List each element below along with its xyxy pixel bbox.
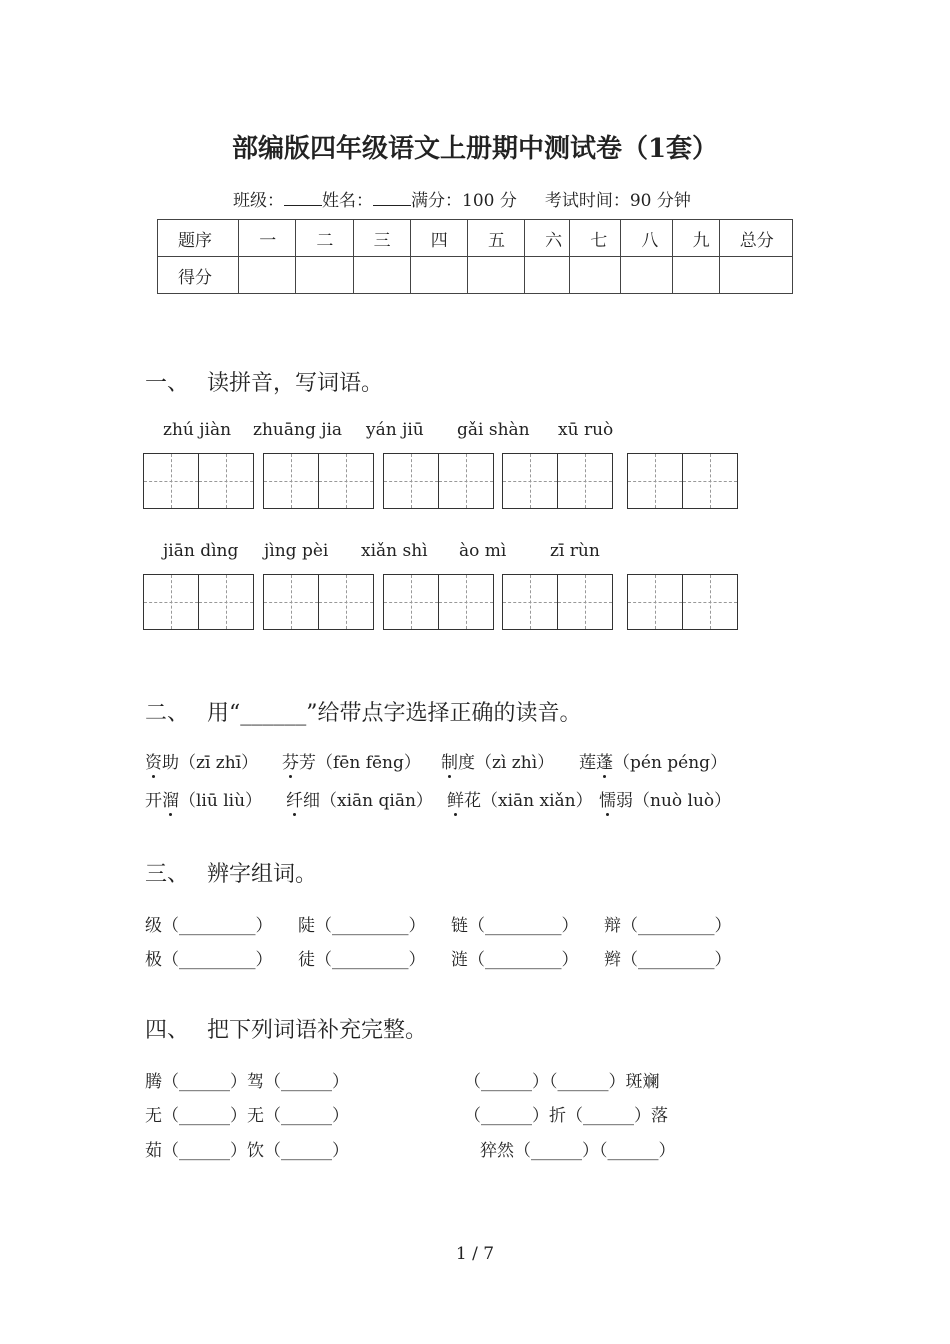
section-3-heading [145,857,317,888]
grid-cell[interactable] [503,454,558,508]
writing-grid[interactable] [383,574,494,630]
word-blank[interactable]: 陡（_________） [298,916,426,936]
score-cell[interactable] [719,257,792,294]
word-blank[interactable]: 辩（_________） [604,916,732,936]
word-blank[interactable]: 链（_________） [451,916,579,936]
section-title: 辨字组词。 [207,862,318,887]
item-text: （pén péng） [613,753,728,773]
grid-cell[interactable] [384,454,439,508]
section-number: 二、 [145,701,190,726]
word-blank[interactable]: 徒（_________） [298,950,426,970]
table-row [158,257,793,294]
section-title: 把下列词语补充完整。 [207,1018,428,1043]
table-cell: 八 [621,220,672,257]
grid-cell[interactable] [199,575,253,629]
score-table [157,219,793,294]
pinyin: zī rùn [550,541,600,561]
pinyin: zhuāng jia [253,420,343,440]
item-text: 开 [145,791,162,811]
score-cell[interactable] [672,257,719,294]
pinyin: jìng pèi [264,541,329,561]
writing-grid[interactable] [263,453,374,509]
item-text: 弱（nuò luò） [616,791,732,811]
dotted-char: 懦 [599,786,616,811]
section-title: 读拼音，写词语。 [207,371,384,396]
grid-cell[interactable] [264,575,319,629]
grid-cell[interactable] [628,454,683,508]
grid-cell[interactable] [319,454,373,508]
table-cell: 三 [353,220,410,257]
name-blank[interactable] [373,187,411,206]
pronunciation-item[interactable] [579,748,727,773]
idiom-blank[interactable]: 无（______）无（______） [145,1106,349,1126]
grid-cell[interactable] [144,575,199,629]
item-text: 芳（fēn fēng） [299,753,421,773]
table-cell: 题序 [158,220,239,257]
score-cell[interactable] [296,257,353,294]
class-label: 班级： [233,191,284,211]
pronunciation-item[interactable] [286,786,433,811]
grid-cell[interactable] [558,454,612,508]
score-cell[interactable] [467,257,524,294]
pinyin: xiǎn shì [361,541,428,561]
item-text: 助（zī zhī） [162,753,259,773]
idiom-blank[interactable]: （______）（______）斑斓 [464,1072,660,1092]
table-cell: 六 [525,220,570,257]
idiom-blank[interactable]: （______）折（______）落 [464,1106,668,1126]
grid-cell[interactable] [683,454,737,508]
word-blank[interactable]: 级（_________） [145,916,273,936]
writing-grid[interactable] [263,574,374,630]
table-row [158,220,793,257]
grid-cell[interactable] [144,454,199,508]
grid-cell[interactable] [199,454,253,508]
table-cell: 一 [239,220,296,257]
full-score: 满分：100 分 [411,191,517,211]
pronunciation-item[interactable] [599,786,731,811]
writing-grid[interactable] [502,453,613,509]
table-cell: 九 [672,220,719,257]
grid-cell[interactable] [628,575,683,629]
dotted-char: 制 [441,748,458,773]
writing-grid[interactable] [502,574,613,630]
idiom-blank[interactable]: 猝然（______）（______） [480,1141,676,1161]
grid-cell[interactable] [264,454,319,508]
dotted-char: 溜 [162,786,179,811]
exam-info [233,186,691,211]
grid-cell[interactable] [503,575,558,629]
pinyin: jiān dìng [163,541,239,561]
page-title: 部编版四年级语文上册期中测试卷（1套） [231,134,719,164]
score-cell[interactable] [525,257,570,294]
item-text: 莲 [579,753,596,773]
pronunciation-item[interactable] [282,748,421,773]
section-title: 用“______”给带点字选择正确的读音。 [207,701,582,726]
pronunciation-item[interactable] [441,748,554,773]
word-blank[interactable]: 涟（_________） [451,950,579,970]
table-cell: 四 [410,220,467,257]
pronunciation-item[interactable] [145,748,258,773]
grid-cell[interactable] [439,454,493,508]
pinyin: gǎi shàn [457,420,530,440]
section-2-heading [145,696,582,727]
score-cell[interactable] [410,257,467,294]
score-cell[interactable] [239,257,296,294]
writing-grid[interactable] [383,453,494,509]
item-text: 度（zì zhì） [458,753,555,773]
word-blank[interactable]: 辫（_________） [604,950,732,970]
section-number: 三、 [145,862,190,887]
pronunciation-item[interactable] [447,786,593,811]
pinyin: yán jiū [366,420,424,440]
pinyin: xū ruò [558,420,614,440]
section-1-heading [145,366,383,397]
writing-grid[interactable] [627,453,738,509]
dotted-char: 芬 [282,748,299,773]
writing-grid[interactable] [143,453,254,509]
dotted-char: 资 [145,748,162,773]
item-text: （liū liù） [179,791,263,811]
class-blank[interactable] [284,187,322,206]
grid-cell[interactable] [319,575,373,629]
idiom-blank[interactable]: 茹（______）饮（______） [145,1141,349,1161]
table-cell: 总分 [719,220,792,257]
grid-cell[interactable] [384,575,439,629]
name-label: 姓名： [322,191,373,211]
item-text: 花（xiān xiǎn） [464,791,593,811]
pinyin: zhú jiàn [163,420,232,440]
pronunciation-item[interactable] [145,786,262,811]
table-cell: 得分 [158,257,239,294]
grid-cell[interactable] [439,575,493,629]
section-number: 一、 [145,371,190,396]
score-cell[interactable] [570,257,621,294]
dotted-char: 纤 [286,786,303,811]
writing-grid[interactable] [627,574,738,630]
section-4-heading [145,1013,427,1044]
word-blank[interactable]: 极（_________） [145,950,273,970]
pinyin: ào mì [459,541,507,561]
grid-cell[interactable] [683,575,737,629]
section-number: 四、 [145,1018,190,1043]
dotted-char: 鲜 [447,786,464,811]
table-cell: 七 [570,220,621,257]
table-cell: 二 [296,220,353,257]
score-cell[interactable] [353,257,410,294]
page-number: 1 / 7 [455,1244,495,1264]
idiom-blank[interactable]: 腾（______）驾（______） [145,1072,349,1092]
writing-grid[interactable] [143,574,254,630]
item-text: 细（xiān qiān） [303,791,433,811]
dotted-char: 蓬 [596,748,613,773]
score-cell[interactable] [621,257,672,294]
table-cell: 五 [467,220,524,257]
grid-cell[interactable] [558,575,612,629]
exam-time: 考试时间：90 分钟 [544,191,691,211]
